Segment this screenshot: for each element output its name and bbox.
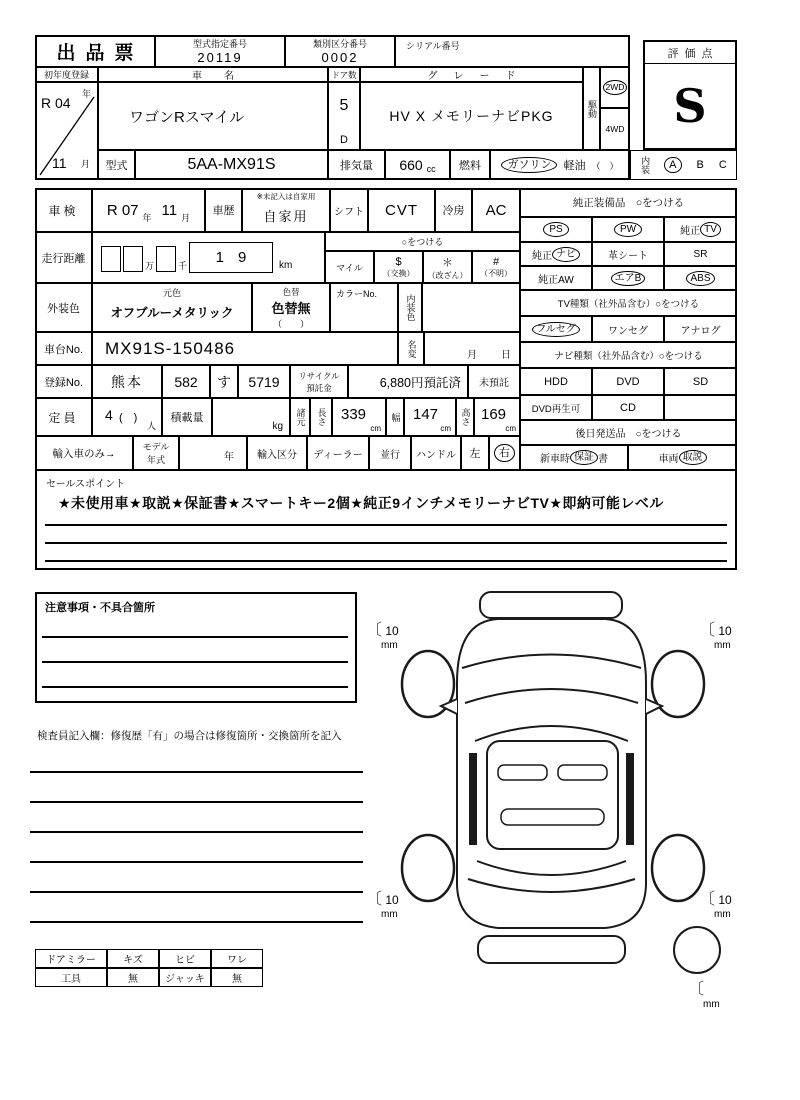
warranty-prefix: 新車時 <box>540 454 570 465</box>
equipment-header: 純正装備品 ○をつける <box>520 188 737 217</box>
inspection-month: 11 <box>161 201 178 219</box>
recycle-deposited-cell <box>348 365 468 398</box>
meihen-month: 月 <box>467 350 477 361</box>
tread-rear-left <box>366 886 399 920</box>
inspector-line-6 <box>30 921 363 923</box>
color-change-paren: （ ） <box>272 319 309 329</box>
load-label: 積載量 <box>162 398 212 436</box>
equip-leather: 革シート <box>592 242 664 266</box>
mileage-flag-unknown <box>472 251 520 283</box>
capacity-label: 定員 <box>35 398 92 436</box>
first-reg-era-year: R 04 <box>41 95 71 111</box>
capacity-unit: 人 <box>146 421 156 431</box>
mileage-man-label: 万 <box>145 261 155 271</box>
chassis-label: 車台No. <box>35 332 92 365</box>
displacement-label: 排気量 <box>328 150 385 180</box>
evaluation-score: S <box>673 79 707 133</box>
import-type-label: 輸入区分 <box>247 436 307 470</box>
flag-exchange-note: （交換） <box>382 268 415 278</box>
spare-tread-unit: mm <box>703 999 720 1010</box>
fuel-diesel: 軽油 <box>563 160 586 172</box>
fuel-cell <box>490 150 630 180</box>
chassis-number: MX91S-150486 <box>105 338 236 358</box>
classification-value: 0002 <box>321 50 359 65</box>
later-shipping-header: 後日発送品 ○をつける <box>520 420 737 445</box>
inspector-line-3 <box>30 831 363 833</box>
spec-label: 諸元 <box>295 408 306 426</box>
tread-fr-unit: mm <box>714 640 731 651</box>
tools-header-break: ワレ <box>211 949 263 968</box>
equip-tv-prefix: 純正 <box>680 226 701 237</box>
mileage-area <box>92 232 325 283</box>
inspector-line-4 <box>30 861 363 863</box>
mileage-unit: km <box>279 260 293 271</box>
equip-abs-cell <box>664 266 737 290</box>
tread-rear-right <box>699 886 732 920</box>
base-color-cell <box>92 283 252 332</box>
history-cell <box>242 188 330 232</box>
drive-label <box>583 67 600 150</box>
sales-line-3 <box>45 560 727 562</box>
manual-prefix: 車両 <box>658 454 679 465</box>
fuel-paren: （ ） <box>591 160 619 171</box>
equip-navi-prefix: 純正 <box>532 250 552 262</box>
inspection-month-unit: 月 <box>181 212 191 223</box>
regno-kana: す <box>210 365 238 398</box>
model-designation-cell <box>155 35 285 67</box>
tread-rl-unit: mm <box>381 909 398 920</box>
displacement-value: 660 <box>399 157 423 173</box>
navi-type-header: ナビ種類（社外品含む）○をつける <box>520 342 737 368</box>
first-reg-month-unit: 月 <box>80 159 90 169</box>
mileage-flag-exchange <box>374 251 423 283</box>
height-unit: cm <box>505 424 516 433</box>
mileage-label: 走行距離 <box>35 232 92 283</box>
aircon-label: 冷房 <box>435 188 472 232</box>
first-reg-month: 11 <box>52 155 67 171</box>
notes-line-2 <box>42 661 348 663</box>
inspector-line-5 <box>30 891 363 893</box>
width-unit: cm <box>440 424 451 433</box>
mileage-sen-label: 千 <box>178 261 188 271</box>
handle-right-cell <box>489 436 520 470</box>
right-door-bar <box>626 753 634 845</box>
tread-rr-unit: mm <box>714 909 731 920</box>
navi-sd: SD <box>664 368 737 395</box>
history-value: 自家用 <box>263 209 309 224</box>
height-value: 169 <box>481 406 507 423</box>
form-title: 出品票 <box>56 42 144 64</box>
doors-sub: D <box>340 134 348 146</box>
recycle-label-1: リサイクル <box>298 370 340 381</box>
model-designation-label: 型式指定番号 <box>192 39 247 49</box>
history-note: ※未記入は自家用 <box>256 192 316 201</box>
length-label: 長さ <box>316 408 327 426</box>
history-label: 車歴 <box>205 188 242 232</box>
evaluation-box <box>643 40 737 150</box>
doors-value: 5 <box>339 97 349 114</box>
height-label: 高さ <box>460 408 471 426</box>
interior-color-label-cell <box>398 283 422 332</box>
interior-color-label: 内装色 <box>405 294 416 321</box>
bracket-icon: 〔 <box>688 981 705 998</box>
color-change-label: 色替 <box>282 287 300 297</box>
width-label: 幅 <box>390 412 401 422</box>
mileage-flag-mile <box>325 251 374 283</box>
tread-fr-value: 10 <box>718 624 732 638</box>
car-name-cell <box>98 82 328 150</box>
equip-navi-cell <box>520 242 592 266</box>
recycle-not-deposited: 未預託 <box>468 365 520 398</box>
regno-label: 登録No. <box>35 365 92 398</box>
handle-left: 左 <box>461 436 489 470</box>
left-door-bar <box>469 753 477 845</box>
warranty-suffix: 書 <box>598 454 608 465</box>
inspector-line-2 <box>30 801 363 803</box>
mileage-flag-tampered <box>423 251 472 283</box>
capacity-cell <box>92 398 162 436</box>
mileage-box-2 <box>123 246 143 272</box>
tread-fl-value: 10 <box>385 624 399 638</box>
equip-abs-selected: ABS <box>686 271 714 286</box>
tread-rr-value: 10 <box>718 893 732 907</box>
spare-tire <box>674 927 720 973</box>
mileage-value-box <box>189 242 273 273</box>
inspection-label: 車検 <box>35 188 92 232</box>
equip-navi-selected: ナビ <box>552 247 580 262</box>
classification-label: 類別区分番号 <box>312 39 367 49</box>
interior-grade-label: 内装 <box>640 156 651 174</box>
equip-airbag-selected: エアB <box>611 271 646 286</box>
tools-header-crack: ヒビ <box>159 949 211 968</box>
equip-tv-cell <box>664 217 737 242</box>
meihen-date-cell <box>424 332 520 365</box>
mileage-circle-note: ○をつける <box>325 232 520 251</box>
model-designation-value: 20119 <box>197 50 243 65</box>
drive-4wd-cell: 4WD <box>600 108 630 150</box>
shift-label: シフト <box>330 188 368 232</box>
model-year-unit: 年 <box>224 452 234 463</box>
equip-tv-selected: TV <box>700 222 721 237</box>
displacement-cell <box>385 150 450 180</box>
handle-right-selected: 右 <box>494 444 515 462</box>
manual-selected: 取説 <box>679 450 707 465</box>
width-cell <box>404 398 456 436</box>
bracket-icon: 〔 <box>699 622 716 639</box>
tread-front-left <box>366 617 399 651</box>
tools-value: 無 <box>107 968 159 987</box>
drive-2wd-cell <box>600 67 630 108</box>
color-no-label: カラーNo. <box>336 289 378 299</box>
model-year-cell <box>179 436 247 470</box>
interior-color-value <box>422 283 520 332</box>
front-bumper <box>480 592 622 618</box>
warranty-book-cell <box>520 445 628 470</box>
classification-cell <box>285 35 395 67</box>
flag-unknown-note: （不明） <box>480 268 512 278</box>
import-only-label: 輸入車のみ→ <box>35 436 133 470</box>
sales-line-2 <box>45 542 727 544</box>
height-label-cell <box>456 398 474 436</box>
first-reg-year-unit: 年 <box>81 89 91 99</box>
base-color-value: オフブルーメタリック <box>110 306 234 320</box>
wheel-rear-left <box>402 835 454 901</box>
first-reg-cell <box>35 82 98 180</box>
cd-cell: CD <box>592 395 664 420</box>
width-label-cell <box>386 398 404 436</box>
load-unit: kg <box>272 421 283 432</box>
model-year-label-2: 年式 <box>146 455 165 465</box>
model-value: 5AA-MX91S <box>135 150 328 180</box>
navi-dvd: DVD <box>592 368 664 395</box>
equip-pw-cell <box>592 217 664 242</box>
rear-bumper <box>478 936 625 963</box>
evaluation-header: 評価点 <box>645 42 735 64</box>
dvd-play: DVD再生可 <box>520 395 592 420</box>
recycle-deposited: 6,880円預託済 <box>379 375 461 390</box>
tv-fullseg-cell <box>520 316 592 342</box>
meihen-label-cell <box>398 332 424 365</box>
width-value: 147 <box>413 406 439 423</box>
capacity-paren: ( ) <box>119 412 138 424</box>
manual-cell <box>628 445 737 470</box>
fuel-gasoline-selected: ガソリン <box>501 157 557 173</box>
model-year-label-1: モデル <box>142 442 170 452</box>
import-parallel: 並行 <box>369 436 411 470</box>
flag-tampered-note: （改ざん） <box>427 270 468 280</box>
doors-cell <box>328 82 360 150</box>
import-dealer: ディーラー <box>307 436 369 470</box>
flag-unknown-sym: # <box>492 255 500 268</box>
interior-grade-c: C <box>718 159 727 171</box>
bracket-icon: 〔 <box>366 622 383 639</box>
handle-label: ハンドル <box>411 436 461 470</box>
inspection-value <box>92 188 205 232</box>
tv-analog: アナログ <box>664 316 737 342</box>
notes-line-3 <box>42 686 348 688</box>
form-title-box <box>35 35 155 67</box>
drive-2wd-selected: 2WD <box>603 80 628 95</box>
equip-aw: 純正AW <box>520 266 592 290</box>
flag-exchange-sym: $ <box>395 255 402 268</box>
bracket-icon: 〔 <box>699 891 716 908</box>
jack-label: ジャッキ <box>159 968 211 987</box>
tools-header-mirror: ドアミラー <box>35 949 107 968</box>
bracket-icon: 〔 <box>366 891 383 908</box>
color-change-value: 色替無 <box>271 301 311 316</box>
serial-cell <box>395 35 630 67</box>
inspection-era-year: R 07 <box>106 201 139 219</box>
load-cell <box>212 398 290 436</box>
car-name-value: ワゴンRスマイル <box>129 108 245 126</box>
color-change-cell <box>252 283 330 332</box>
car-name-header: 車名 <box>98 67 328 82</box>
tread-rl-value: 10 <box>385 893 399 907</box>
meihen-label: 名変 <box>406 339 417 358</box>
recycle-label-2: 預託金 <box>306 382 332 393</box>
mileage-box-1 <box>101 246 121 272</box>
meihen-day: 日 <box>501 350 511 361</box>
flag-mile-label: マイル <box>336 262 363 273</box>
mileage-value: 19 <box>215 249 261 266</box>
equip-ps-selected: PS <box>543 222 568 237</box>
recycle-label-cell <box>290 365 348 398</box>
spare-tread-label <box>688 976 720 1010</box>
mileage-box-3 <box>156 246 176 272</box>
tread-fl-unit: mm <box>381 640 398 651</box>
inspector-line-1 <box>30 771 363 773</box>
tools-label: 工具 <box>35 968 107 987</box>
aircon-value: AC <box>472 188 520 232</box>
ext-color-label: 外装色 <box>35 283 92 332</box>
navi-hdd: HDD <box>520 368 592 395</box>
regno-area: 熊本 <box>92 365 162 398</box>
wheel-rear-right <box>652 835 704 901</box>
capacity-value: 4 <box>105 407 113 423</box>
length-cell <box>332 398 386 436</box>
notes-line-1 <box>42 636 348 638</box>
equip-airbag-cell <box>592 266 664 290</box>
base-color-label: 元色 <box>162 288 181 298</box>
equip-ps-cell <box>520 217 592 242</box>
height-cell <box>474 398 520 436</box>
spec-label-cell <box>290 398 310 436</box>
serial-label: シリアル番号 <box>406 41 460 51</box>
doors-header: ドア数 <box>328 67 360 82</box>
first-reg-header: 初年度登録 <box>35 67 98 82</box>
dvd-row-empty <box>664 395 737 420</box>
tread-front-right <box>699 617 732 651</box>
sales-point-area <box>35 470 737 570</box>
regno-class: 582 <box>162 365 210 398</box>
length-value: 339 <box>341 406 367 423</box>
displacement-unit: cc <box>426 164 436 174</box>
sales-point-label: セールスポイント <box>46 479 126 490</box>
inspection-year-unit: 年 <box>142 212 152 223</box>
tv-type-header: TV種類（社外品含む）○をつける <box>520 290 737 316</box>
inspector-note: 検査員記入欄：修復歴「有」の場合は修復箇所・交換箇所を記入 <box>37 730 342 742</box>
tv-fullseg-selected: フルセグ <box>532 322 580 337</box>
interior-grade-cell <box>630 150 737 180</box>
shift-value: CVT <box>368 188 435 232</box>
length-label-cell <box>310 398 332 436</box>
jack-value: 無 <box>211 968 263 987</box>
color-no-cell <box>330 283 398 332</box>
model-year-label-cell <box>133 436 179 470</box>
regno-number: 5719 <box>238 365 290 398</box>
equip-sr: SR <box>664 242 737 266</box>
drive-label-text: 駆動 <box>587 99 597 118</box>
equip-pw-selected: PW <box>614 222 642 237</box>
model-label: 型式 <box>98 150 135 180</box>
warranty-selected: 保証 <box>570 450 598 465</box>
fuel-label: 燃料 <box>450 150 490 180</box>
interior-grade-b: B <box>696 159 704 171</box>
grade-cell: HV X メモリーナビPKG <box>360 82 583 150</box>
length-unit: cm <box>370 424 381 433</box>
tv-oneseg: ワンセグ <box>592 316 664 342</box>
grade-header: グレード <box>360 67 583 82</box>
tools-header-scratch: キズ <box>107 949 159 968</box>
sales-line-1 <box>45 524 727 526</box>
flag-tampered-sym: ＊ <box>442 256 453 269</box>
notes-label: 注意事項・不具合箇所 <box>45 602 155 614</box>
sales-point-text: ★未使用車★取説★保証書★スマートキー2個★純正9インチメモリーナビTV★即納可能レベル <box>58 495 664 511</box>
interior-grade-a-selected: A <box>664 157 681 173</box>
chassis-value <box>92 332 398 365</box>
